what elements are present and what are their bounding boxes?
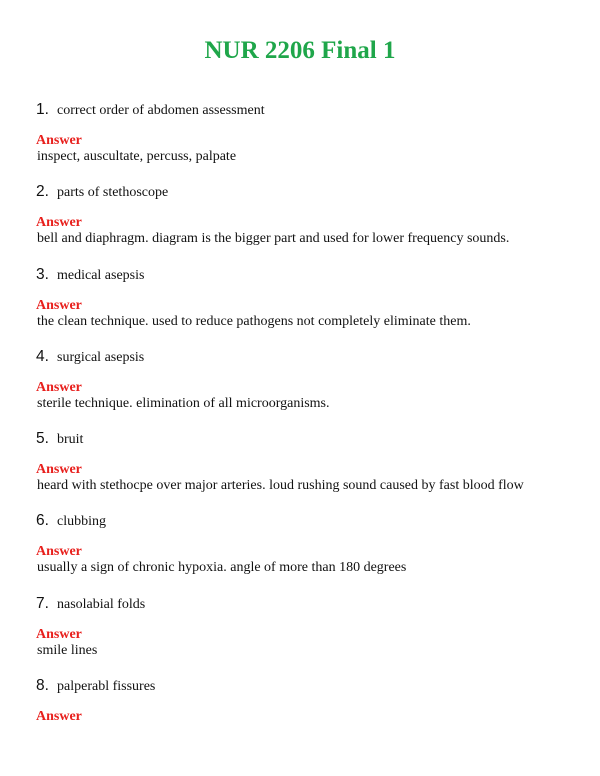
answer-label: Answer <box>36 297 82 313</box>
question-text: surgical asepsis <box>57 349 145 365</box>
qa-item <box>0 99 600 181</box>
question-number: 4. <box>36 347 49 365</box>
question <box>36 675 155 697</box>
question <box>36 428 83 450</box>
question-text: medical asepsis <box>57 267 145 283</box>
page-title: NUR 2206 Final 1 <box>204 37 396 64</box>
question-number: 5. <box>36 430 49 448</box>
qa-item <box>0 510 600 592</box>
qa-item <box>0 264 600 346</box>
qa-item <box>0 593 600 675</box>
answer-label: Answer <box>36 379 82 395</box>
answer-text: inspect, auscultate, percuss, palpate <box>37 149 237 164</box>
question-text: nasolabial folds <box>57 596 146 612</box>
question-number: 3. <box>36 265 49 283</box>
question <box>36 593 145 615</box>
question-number: 7. <box>36 594 49 612</box>
qa-item <box>0 675 600 757</box>
question <box>36 510 106 532</box>
question-number: 1. <box>36 101 49 118</box>
question <box>36 264 144 286</box>
question <box>36 181 168 203</box>
answer-label: Answer <box>36 133 82 148</box>
answer-text: bell and diaphragm. diagram is the bigger part and used for lower frequency sounds. <box>37 231 510 247</box>
question-text: palperabl fissures <box>57 679 156 695</box>
qa-item <box>0 428 600 510</box>
answer-label: Answer <box>36 215 82 231</box>
qa-item <box>0 181 600 263</box>
question <box>36 99 265 121</box>
answer-label: Answer <box>36 544 82 560</box>
qa-item <box>0 346 600 428</box>
answer-text: smile lines <box>37 642 98 658</box>
answer-text: sterile technique. elimination of all microorganisms. <box>37 395 330 411</box>
question-text: correct order of abdomen assessment <box>57 103 265 118</box>
answer-label: Answer <box>36 462 82 478</box>
qa-list <box>0 99 600 757</box>
question-text: clubbing <box>57 514 106 530</box>
answer-text: the clean technique. used to reduce pathogens not completely eliminate them. <box>37 313 471 329</box>
answer-text: usually a sign of chronic hypoxia. angle of more than 180 degrees <box>37 560 407 576</box>
question-text: parts of stethoscope <box>57 185 169 201</box>
answer-label: Answer <box>36 709 82 725</box>
question-number: 8. <box>36 677 49 695</box>
question-number: 2. <box>36 183 49 201</box>
question <box>36 346 144 368</box>
question-number: 6. <box>36 512 49 530</box>
answer-text: heard with stethocpe over major arteries. loud rushing sound caused by fast blood flow <box>37 478 524 494</box>
question-text: bruit <box>57 432 84 448</box>
answer-label: Answer <box>36 626 82 642</box>
